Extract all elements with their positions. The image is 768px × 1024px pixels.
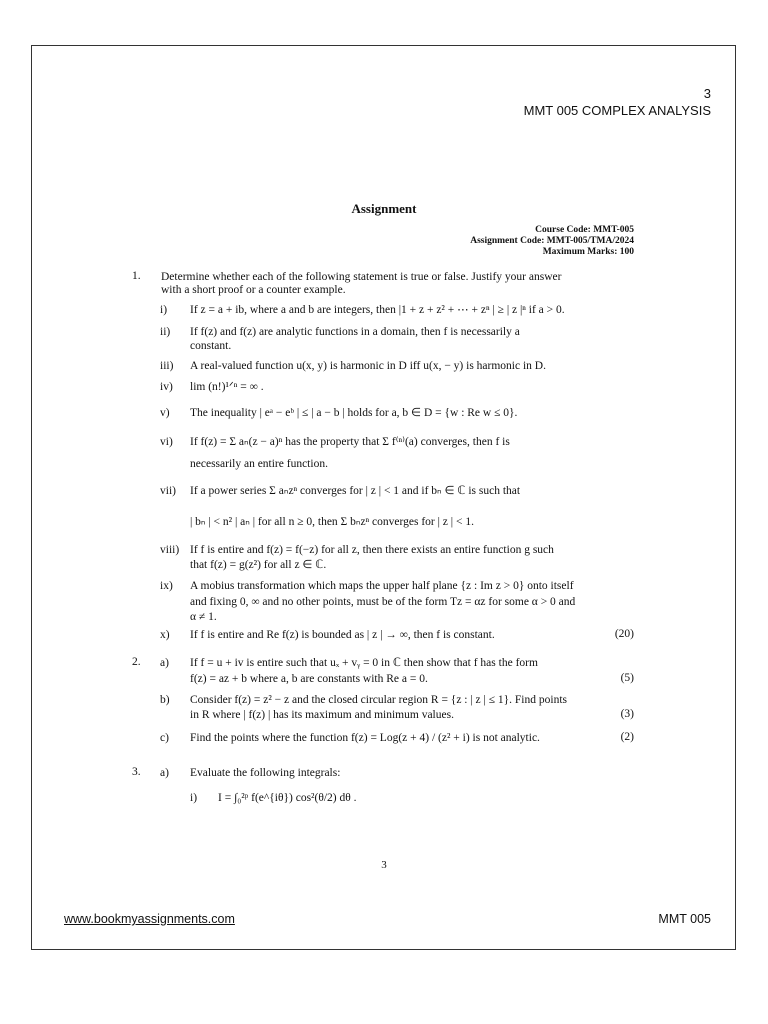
question-1-intro: Determine whether each of the following statement is true or false. Justify your answer <box>161 271 562 283</box>
header-course-title: MMT 005 COMPLEX ANALYSIS <box>523 103 711 118</box>
item-marks: (2) <box>620 731 634 743</box>
header-page-number: 3 <box>703 86 711 101</box>
item-label: a) <box>160 657 169 669</box>
item-text: α ≠ 1. <box>190 611 217 623</box>
maximum-marks: Maximum Marks: 100 <box>542 247 634 257</box>
item-label: x) <box>160 629 170 641</box>
item-label: viii) <box>160 544 180 556</box>
footer-course-code: MMT 005 <box>658 912 711 926</box>
item-text: lim (n!)¹ᐟⁿ = ∞ . <box>190 381 264 393</box>
question-1-number: 1. <box>132 270 141 282</box>
item-text: If a power series Σ aₙzⁿ converges for | z | < 1 and if bₙ ∈ ℂ is such that <box>190 485 521 497</box>
item-label: iii) <box>160 360 174 372</box>
item-text: necessarily an entire function. <box>190 458 328 470</box>
item-text: that f(z) = g(z²) for all z ∈ ℂ. <box>190 559 327 571</box>
item-text: in R where | f(z) | has its maximum and minimum values. <box>190 709 454 721</box>
item-text: and fixing 0, ∞ and no other points, must be of the form Tz = αz for some α > 0 and <box>190 596 576 608</box>
item-marks: (3) <box>620 708 634 720</box>
item-text: A real-valued function u(x, y) is harmonic in D iff u(x, − y) is harmonic in D. <box>190 360 546 372</box>
item-text: If z = a + ib, where a and b are integers, then |1 + z + z² + ⋯ + zⁿ | ≥ | z |ⁿ if a > 0. <box>190 304 565 316</box>
item-label: iv) <box>160 381 173 393</box>
item-text: If f is entire and f(z) = f(−z) for all z, then there exists an entire function g such <box>190 544 554 556</box>
item-label: a) <box>160 767 169 779</box>
item-text: Evaluate the following integrals: <box>190 767 341 779</box>
item-label: c) <box>160 732 169 744</box>
item-label: b) <box>160 694 170 706</box>
question-2-number: 2. <box>132 656 141 668</box>
assignment-code: Assignment Code: MMT-005/TMA/2024 <box>470 236 634 246</box>
item-label: ii) <box>160 326 171 338</box>
page-number-bottom: 3 <box>381 859 387 871</box>
item-text: If f(z) and f(z) are analytic functions in a domain, then f is necessarily a <box>190 326 520 338</box>
item-marks: (5) <box>620 672 634 684</box>
question-1-intro: with a short proof or a counter example. <box>161 284 346 296</box>
question-3-number: 3. <box>132 766 141 778</box>
item-text: f(z) = az + b where a, b are constants with Re a = 0. <box>190 673 428 685</box>
item-text: If f is entire and Re f(z) is bounded as | z | → ∞, then f is constant. <box>190 629 495 641</box>
item-text: | bₙ | < n² | aₙ | for all n ≥ 0, then Σ bₙzⁿ converges for | z | < 1. <box>190 516 474 528</box>
item-text: If f(z) = Σ aₙ(z − a)ⁿ has the property that Σ f⁽ⁿ⁾(a) converges, then f is <box>190 436 510 448</box>
item-label: v) <box>160 407 170 419</box>
item-label: i) <box>190 792 198 804</box>
item-text: If f = u + iv is entire such that uₓ + vᵧ = 0 in ℂ then show that f has the form <box>190 657 538 669</box>
question-1-marks: (20) <box>614 628 634 640</box>
item-label: vii) <box>160 485 176 497</box>
footer-website-link[interactable]: www.bookmyassignments.com <box>64 912 235 926</box>
item-label: i) <box>160 304 168 316</box>
course-code: Course Code: MMT-005 <box>535 225 634 235</box>
item-text: Consider f(z) = z² − z and the closed circular region R = {z : | z | ≤ 1}. Find points <box>190 694 567 706</box>
item-text: constant. <box>190 340 232 352</box>
item-label: vi) <box>160 436 173 448</box>
item-text: I = ∫₀²ᵖ f(e^{iθ}) cos²(θ/2) dθ . <box>218 792 357 804</box>
item-text: The inequality | eᵃ − eᵇ | ≤ | a − b | holds for a, b ∈ D = {w : Re w ≤ 0}. <box>190 407 518 419</box>
item-text: Find the points where the function f(z) = Log(z + 4) / (z² + i) is not analytic. <box>190 732 540 744</box>
item-text: A mobius transformation which maps the upper half plane {z : Im z > 0} onto itself <box>190 580 574 592</box>
document-title: Assignment <box>351 201 417 216</box>
item-label: ix) <box>160 580 173 592</box>
